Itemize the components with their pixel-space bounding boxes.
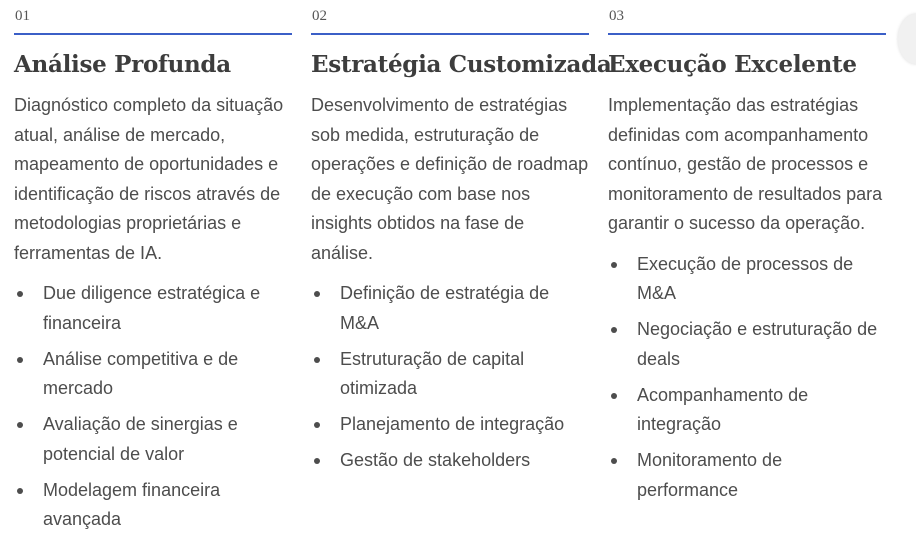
bullet-icon bbox=[314, 357, 320, 363]
bullet-icon bbox=[17, 488, 23, 494]
step-title: Análise Profunda bbox=[14, 51, 231, 78]
list-item-text: Análise competitiva e de mercado bbox=[43, 348, 239, 398]
list-item-text: Definição de estratégia de M&A bbox=[340, 283, 550, 333]
list-item bbox=[311, 410, 589, 440]
list-item-text: Execução de processos de M&A bbox=[637, 253, 854, 303]
list-item-text: Due diligence estratégica e financeira bbox=[43, 283, 261, 333]
step-title: Estratégia Customizada bbox=[311, 51, 612, 78]
floating-action-button[interactable] bbox=[898, 14, 916, 64]
step-bullet-list bbox=[608, 250, 886, 506]
list-item bbox=[608, 446, 886, 505]
bullet-icon bbox=[611, 393, 617, 399]
list-item-text: Monitoramento de performance bbox=[637, 450, 783, 500]
bullet-icon bbox=[611, 327, 617, 333]
step-title: Execução Excelente bbox=[608, 51, 857, 78]
list-item-text: Modelagem financeira avançada bbox=[43, 479, 221, 529]
list-item bbox=[14, 345, 292, 404]
bullet-icon bbox=[314, 422, 320, 428]
list-item-text: Acompanhamento de integração bbox=[637, 384, 809, 434]
bullet-icon bbox=[314, 458, 320, 464]
list-item bbox=[14, 476, 292, 535]
step-column-execucao bbox=[608, 0, 886, 512]
step-description: Desenvolvimento de estratégias sob medida, estruturação de operações e definição de roadmap de execução com base nos insights obtidos na fase de análise. bbox=[311, 95, 589, 263]
list-item-text: Avaliação de sinergias e potencial de valor bbox=[43, 414, 238, 464]
list-item bbox=[311, 279, 589, 338]
list-item-text: Negociação e estruturação de deals bbox=[637, 319, 878, 369]
bullet-icon bbox=[17, 357, 23, 363]
list-item bbox=[608, 381, 886, 440]
bullet-icon bbox=[611, 262, 617, 268]
step-description: Implementação das estratégias definidas com acompanhamento contínuo, gestão de processos e monitoramento de resultados para garantir o sucesso da operação. bbox=[608, 95, 883, 233]
list-item bbox=[608, 250, 886, 309]
step-description: Diagnóstico completo da situação atual, análise de mercado, mapeamento de oportunidades e identificação de riscos através de metodologias proprietárias e ferramentas de IA. bbox=[14, 95, 284, 263]
step-number: 03 bbox=[608, 0, 886, 35]
bullet-icon bbox=[17, 291, 23, 297]
step-column-estrategia bbox=[311, 0, 612, 482]
step-number: 02 bbox=[311, 0, 589, 35]
step-number: 01 bbox=[14, 0, 292, 35]
list-item-text: Planejamento de integração bbox=[340, 414, 565, 434]
bullet-icon bbox=[314, 291, 320, 297]
list-item bbox=[14, 410, 292, 469]
bullet-icon bbox=[17, 422, 23, 428]
list-item bbox=[311, 446, 589, 476]
list-item-text: Gestão de stakeholders bbox=[340, 450, 531, 470]
list-item bbox=[608, 315, 886, 374]
step-column-analise bbox=[14, 0, 292, 541]
list-item-text: Estruturação de capital otimizada bbox=[340, 348, 525, 398]
step-bullet-list bbox=[311, 279, 589, 476]
step-bullet-list bbox=[14, 279, 292, 535]
list-item bbox=[311, 345, 589, 404]
bullet-icon bbox=[611, 458, 617, 464]
list-item bbox=[14, 279, 292, 338]
